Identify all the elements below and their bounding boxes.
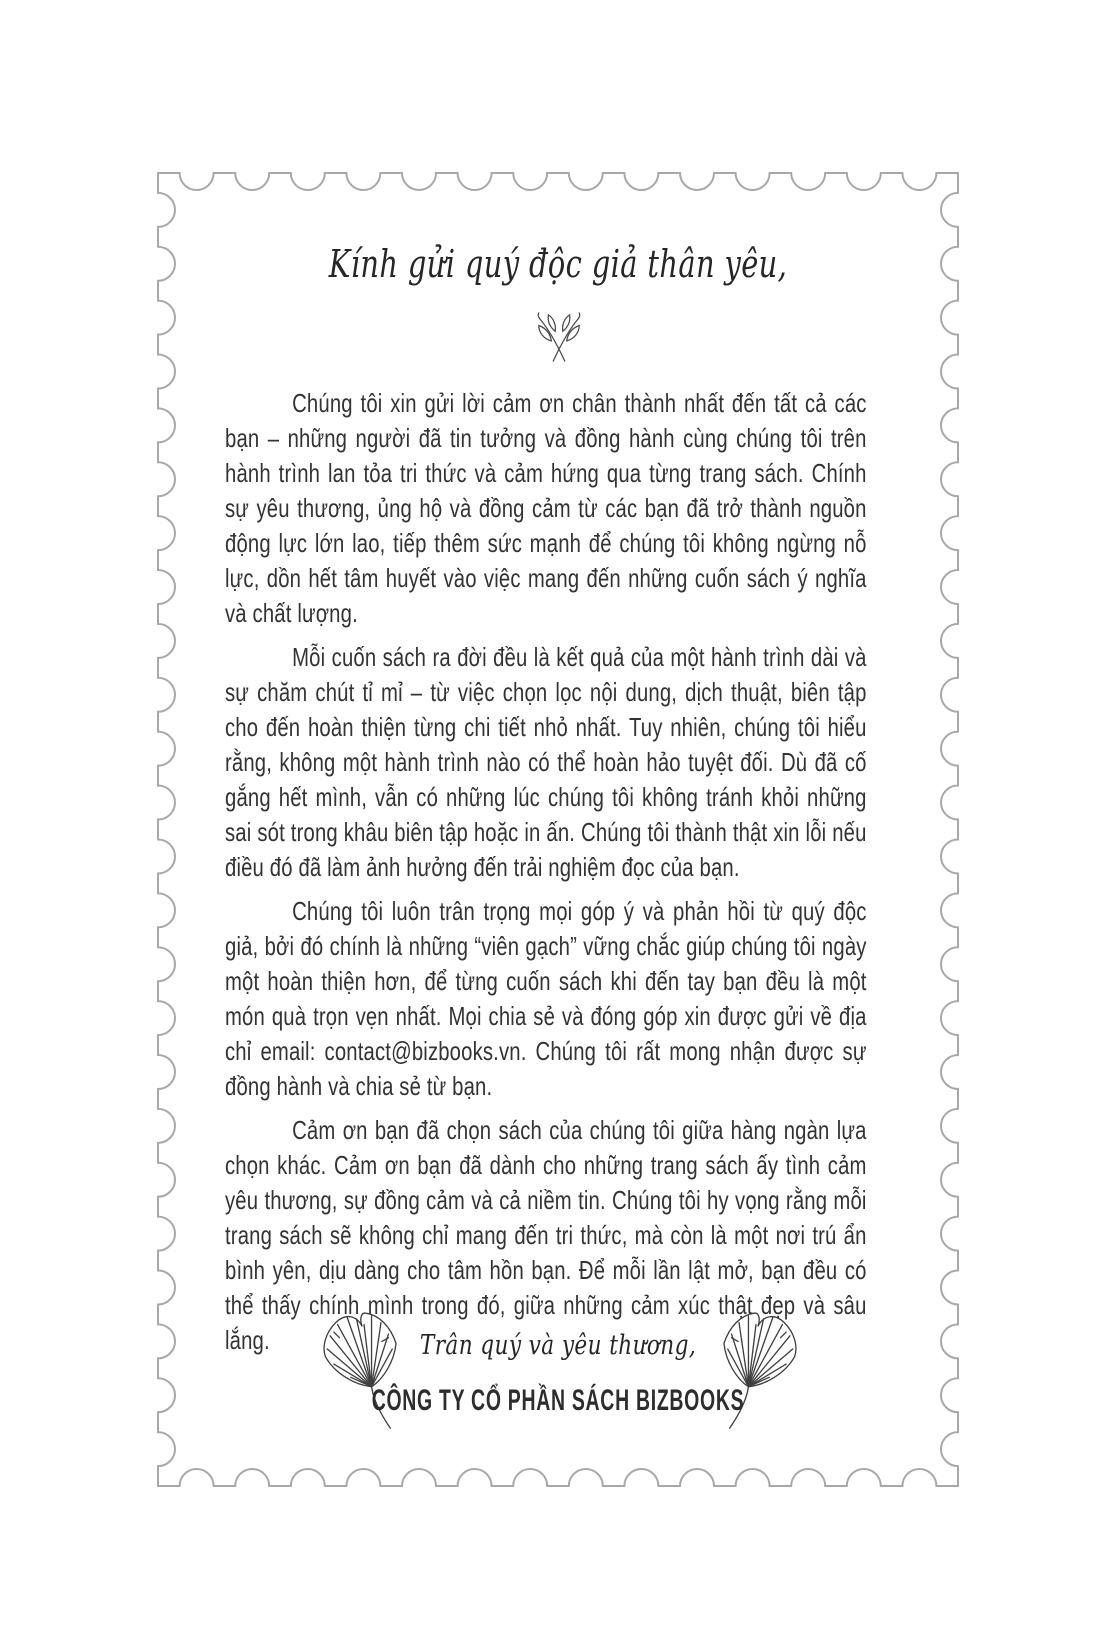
company-name: CÔNG TY CỔ PHẦN SÁCH BIZBOOKS <box>371 1384 745 1417</box>
letter-paragraph-1: Chúng tôi xin gửi lời cảm ơn chân thành nhất đến tất cả các bạn – những người đã tin tưởng và đồng hành cùng chúng tôi trên hành trình lan tỏa tri thức và cảm hứng qua từng trang sách. Chính sự yêu thương, ủng hộ và đồng cảm từ các bạn đã trở thành nguồn động lực lớn lao, tiếp thêm sức mạnh để chúng tôi không ngừng nỗ lực, dồn hết tâm huyết vào việc mang đến những cuốn sách ý nghĩa và chất lượng. <box>225 388 867 628</box>
signoff-text: Trân quý và yêu thương, <box>419 1330 697 1361</box>
letter-paragraph-4: Cảm ơn bạn đã chọn sách của chúng tôi giữa hàng ngàn lựa chọn khác. Cảm ơn bạn đã dành cho những trang sách ấy tình cảm yêu thương, sự đồng cảm và cả niềm tin. Chúng tôi hy vọng rằng mỗi trang sách sẽ không chỉ mang đến tri thức, mà còn là một nơi trú ẩn bình yên, dịu dàng cho tâm hồn bạn. Để mỗi lần lật mở, bạn đều có thể thấy chính mình trong đó, giữa những cảm xúc thật đẹp và sâu lắng. <box>225 1115 867 1355</box>
crossed-leaf-sprigs-icon <box>522 312 596 364</box>
page-title: Kính gửi quý độc giả thân yêu, <box>328 242 788 286</box>
letter-paragraph-3: Chúng tôi luôn trân trọng mọi góp ý và phản hồi từ quý độc giả, bởi đó chính là những “viên gạch” vững chắc giúp chúng tôi ngày một hoàn thiện hơn, để từng cuốn sách khi đến tay bạn đều là một món quà trọn vẹn nhất. Mọi chia sẻ và đóng góp xin được gửi về địa chỉ email: contact@bizbooks.vn. Chúng tôi rất mong nhận được sự đồng hành và chia sẻ từ bạn. <box>225 896 867 1101</box>
letter-paragraph-2: Mỗi cuốn sách ra đời đều là kết quả của một hành trình dài và sự chăm chút tỉ mỉ – từ việc chọn lọc nội dung, dịch thuật, biên tập cho đến hoàn thiện từng chi tiết nhỏ nhất. Tuy nhiên, chúng tôi hiểu rằng, không một hành trình nào có thể hoàn hảo tuyệt đối. Dù đã cố gắng hết mình, vẫn có những lúc chúng tôi không tránh khỏi những sai sót trong khâu biên tập hoặc in ấn. Chúng tôi thành thật xin lỗi nếu điều đó đã làm ảnh hưởng đến trải nghiệm đọc của bạn. <box>225 642 867 882</box>
letter-body <box>225 386 867 1358</box>
